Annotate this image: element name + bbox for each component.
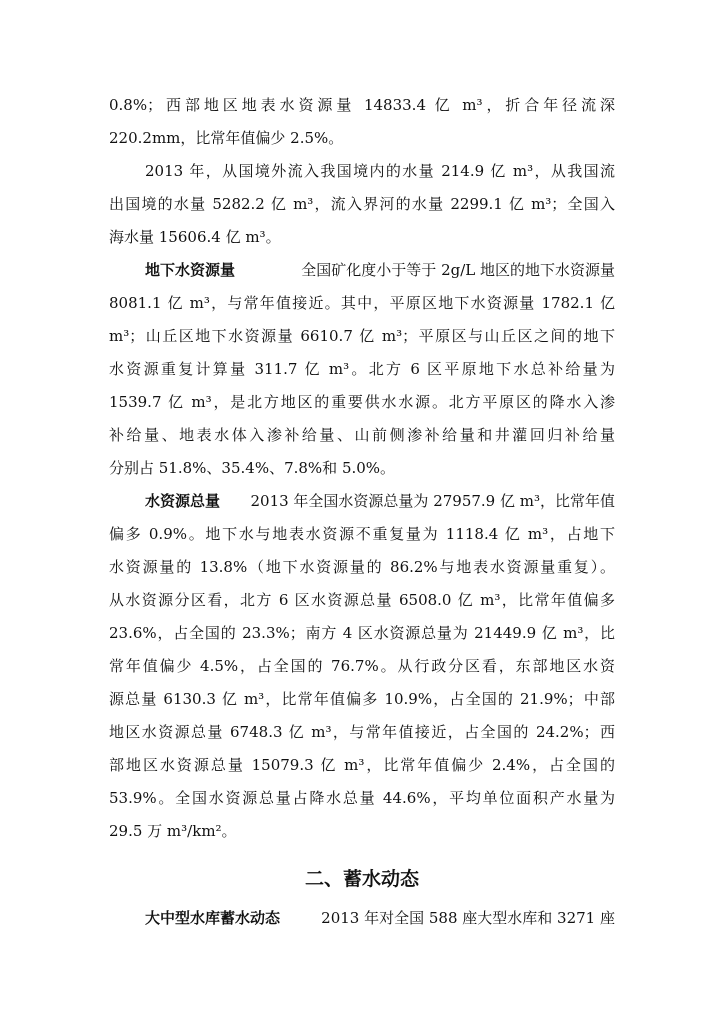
- text-line: 220.2mm，比常年值偏少 2.5%。: [109, 129, 344, 147]
- text-line: 0.8%；西部地区地表水资源量 14833.4 亿 m³，折合年径流深: [109, 96, 615, 114]
- text-segment: 2013 年对全国 588 座大型水库和 3271 座: [321, 909, 615, 927]
- section-heading: 二、蓄水动态: [304, 868, 419, 890]
- text-line: 2013 年，从国境外流入我国境内的水量 214.9 亿 m³，从我国流: [145, 162, 615, 180]
- text-line: 偏多 0.9%。地下水与地表水资源不重复量为 1118.4 亿 m³，占地下: [109, 525, 615, 543]
- text-line: 常年值偏少 4.5%，占全国的 76.7%。从行政分区看，东部地区水资: [109, 657, 615, 675]
- text-line: 23.6%，占全国的 23.3%；南方 4 区水资源总量为 21449.9 亿 m³，比: [109, 624, 615, 642]
- text-line: 出国境的水量 5282.2 亿 m³，流入界河的水量 2299.1 亿 m³；全国入: [109, 195, 615, 213]
- paragraph-groundwater-start: [145, 254, 615, 287]
- paragraph-reservoir-start: [145, 902, 615, 935]
- text-line: 从水资源分区看，北方 6 区水资源总量 6508.0 亿 m³，比常年值偏多: [109, 591, 615, 609]
- text-line: 29.5 万 m³/km²。: [109, 822, 237, 840]
- text-segment: 2013 年全国水资源总量为 27957.9 亿 m³，比常年值: [250, 492, 615, 510]
- text-segment: 全国矿化度小于等于 2g/L 地区的地下水资源量: [301, 261, 615, 279]
- text-line: 水资源量的 13.8%（地下水资源量的 86.2%与地表水资源量重复）。: [109, 558, 615, 576]
- text-line: 部地区水资源总量 15079.3 亿 m³，比常年值偏少 2.4%，占全国的: [109, 756, 615, 774]
- text-line: m³；山丘区地下水资源量 6610.7 亿 m³；平原区与山丘区之间的地下: [109, 327, 615, 345]
- bold-term-groundwater: 地下水资源量: [145, 261, 236, 279]
- text-line: 8081.1 亿 m³，与常年值接近。其中，平原区地下水资源量 1782.1 亿: [109, 294, 615, 312]
- text-line: 53.9%。全国水资源总量占降水总量 44.6%，平均单位面积产水量为: [109, 789, 615, 807]
- text-line: 水资源重复计算量 311.7 亿 m³。北方 6 区平原地下水总补给量为: [109, 360, 615, 378]
- paragraph-total-start: [145, 485, 615, 518]
- bold-term-reservoir: 大中型水库蓄水动态: [145, 909, 281, 927]
- text-line: 海水量 15606.4 亿 m³。: [109, 228, 281, 246]
- text-line: 地区水资源总量 6748.3 亿 m³，与常年值接近，占全国的 24.2%；西: [109, 723, 615, 741]
- text-line: 补给量、地表水体入渗补给量、山前侧渗补给量和井灌回归补给量: [109, 426, 615, 444]
- text-line: 1539.7 亿 m³，是北方地区的重要供水水源。北方平原区的降水入渗: [109, 393, 615, 411]
- text-line: 分别占 51.8%、35.4%、7.8%和 5.0%。: [109, 459, 396, 477]
- bold-term-total: 水资源总量: [145, 492, 221, 510]
- text-line: 源总量 6130.3 亿 m³，比常年值偏多 10.9%，占全国的 21.9%；中部: [109, 690, 615, 708]
